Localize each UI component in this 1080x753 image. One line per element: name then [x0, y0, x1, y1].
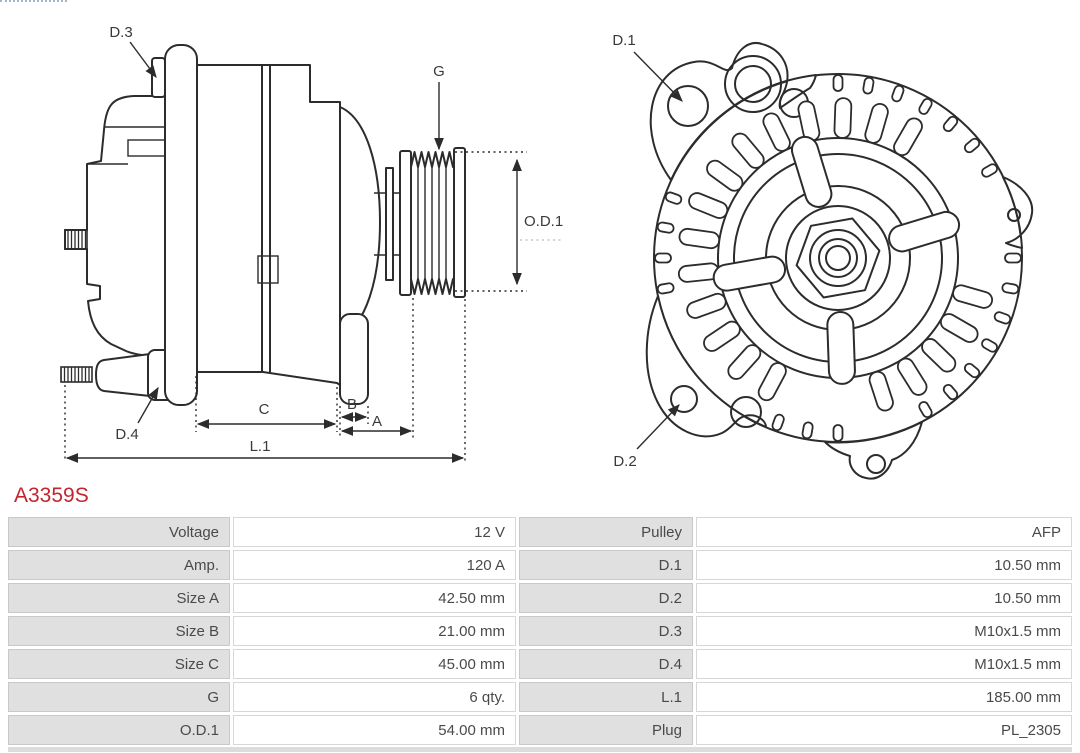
spec-value: 21.00 mm	[233, 616, 516, 646]
dim-label-d3: D.3	[109, 24, 133, 41]
dim-label-od1: O.D.1	[524, 213, 564, 230]
spec-label: O.D.1	[8, 715, 230, 745]
alternator-front-view	[612, 32, 1032, 479]
dim-label-d1: D.1	[612, 32, 636, 49]
spec-label: Amp.	[8, 550, 230, 580]
dim-label-d2: D.2	[613, 453, 637, 470]
dim-label-a: A	[371, 413, 383, 430]
dim-label-g: G	[433, 63, 445, 80]
spec-label: Voltage	[8, 517, 230, 547]
spec-label: D.3	[519, 616, 693, 646]
spec-value: 10.50 mm	[696, 550, 1072, 580]
spec-value: 6 qty.	[233, 682, 516, 712]
front-ear	[340, 314, 368, 404]
spec-value: 10.50 mm	[696, 583, 1072, 613]
dim-label-c: C	[258, 401, 270, 418]
spec-label: D.1	[519, 550, 693, 580]
dim-label-b: B	[346, 396, 358, 413]
spec-value: PL_2305	[696, 715, 1072, 745]
spec-value: AFP	[696, 517, 1072, 547]
spec-value: 185.00 mm	[696, 682, 1072, 712]
dim-label-l1: L.1	[249, 438, 271, 455]
right-ear	[1003, 177, 1032, 248]
pulley-side	[400, 148, 465, 297]
spec-label: Pulley	[519, 517, 693, 547]
spec-value: M10x1.5 mm	[696, 649, 1072, 679]
rear-housing	[65, 96, 172, 356]
shaft-washer	[386, 168, 393, 280]
part-number: A3359S	[14, 484, 89, 507]
spec-label: D.2	[519, 583, 693, 613]
terminal-stud-upper	[65, 230, 87, 249]
rear-flange	[165, 45, 197, 405]
terminal-stud-lower	[61, 367, 92, 382]
dim-label-d4: D.4	[115, 426, 139, 443]
front-cone	[340, 107, 380, 337]
spec-label: G	[8, 682, 230, 712]
spec-value: 12 V	[233, 517, 516, 547]
spec-label: L.1	[519, 682, 693, 712]
spec-value: 120 A	[233, 550, 516, 580]
spec-label: D.4	[519, 649, 693, 679]
alternator-side-view	[61, 24, 563, 462]
stator-body	[197, 65, 262, 372]
spec-label: Size C	[8, 649, 230, 679]
spec-value: 42.50 mm	[233, 583, 516, 613]
table-footer-bar	[8, 747, 1072, 752]
d3-boss	[152, 58, 165, 97]
spec-value: 54.00 mm	[233, 715, 516, 745]
spec-table	[8, 517, 1072, 745]
spec-value: M10x1.5 mm	[696, 616, 1072, 646]
spec-value: 45.00 mm	[233, 649, 516, 679]
spec-label: Size B	[8, 616, 230, 646]
d4-lug	[96, 354, 150, 396]
spec-label: Plug	[519, 715, 693, 745]
spec-label: Size A	[8, 583, 230, 613]
